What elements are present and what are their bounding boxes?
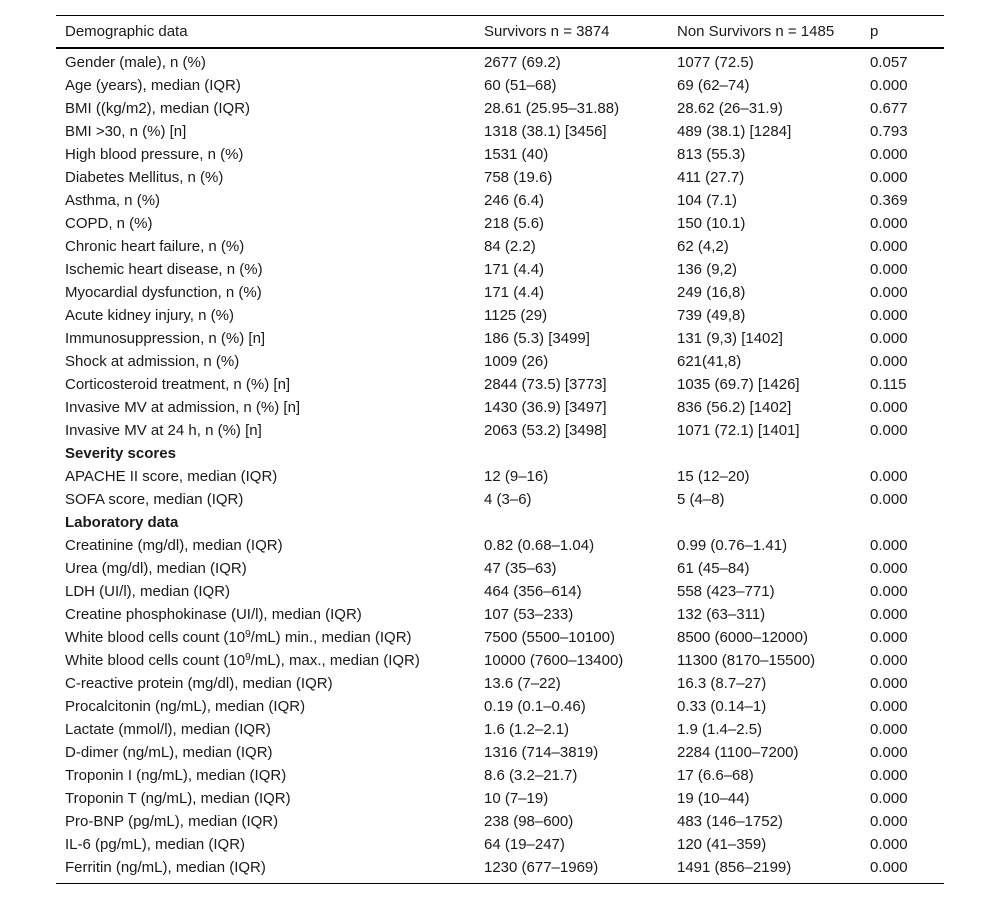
- row-label: IL-6 (pg/mL), median (IQR): [65, 836, 246, 853]
- p-value-cell: 0.057: [870, 54, 908, 71]
- header-non-survivors: Non Survivors n = 1485: [677, 23, 835, 40]
- row-label: Gender (male), n (%): [65, 54, 206, 71]
- section-header-row: [56, 442, 944, 465]
- non-survivors-cell: 489 (38.1) [1284]: [677, 123, 792, 140]
- p-value-cell: 0.369: [870, 192, 908, 209]
- survivors-cell: 1009 (26): [484, 353, 549, 370]
- p-value-cell: 0.000: [870, 721, 908, 738]
- non-survivors-cell: 8500 (6000–12000): [677, 629, 808, 646]
- survivors-cell: 1316 (714–3819): [484, 744, 599, 761]
- table-row: [56, 649, 944, 672]
- table-row: [56, 396, 944, 419]
- survivors-cell: 171 (4.4): [484, 261, 545, 278]
- p-value-cell: 0.000: [870, 583, 908, 600]
- row-label: Troponin T (ng/mL), median (IQR): [65, 790, 291, 807]
- p-value-cell: 0.000: [870, 790, 908, 807]
- p-value-cell: 0.000: [870, 652, 908, 669]
- table-row: [56, 856, 944, 884]
- non-survivors-cell: 132 (63–311): [677, 606, 766, 623]
- p-value-cell: 0.000: [870, 813, 908, 830]
- survivors-cell: 186 (5.3) [3499]: [484, 330, 590, 347]
- non-survivors-cell: 1491 (856–2199): [677, 859, 792, 876]
- p-value-cell: 0.000: [870, 422, 908, 439]
- row-label: LDH (UI/l), median (IQR): [65, 583, 231, 600]
- survivors-cell: 13.6 (7–22): [484, 675, 561, 692]
- table-row: [56, 580, 944, 603]
- survivors-cell: 12 (9–16): [484, 468, 549, 485]
- row-label: Myocardial dysfunction, n (%): [65, 284, 262, 301]
- survivors-cell: 2677 (69.2): [484, 54, 561, 71]
- table-row: [56, 718, 944, 741]
- survivors-cell: 28.61 (25.95–31.88): [484, 100, 620, 117]
- survivors-cell: 0.19 (0.1–0.46): [484, 698, 586, 715]
- p-value-cell: 0.000: [870, 468, 908, 485]
- row-label: Creatinine (mg/dl), median (IQR): [65, 537, 283, 554]
- non-survivors-cell: 836 (56.2) [1402]: [677, 399, 792, 416]
- row-label: Creatine phosphokinase (UI/l), median (IQR): [65, 606, 362, 623]
- row-label: BMI ((kg/m2), median (IQR): [65, 100, 251, 117]
- survivors-cell: 10000 (7600–13400): [484, 652, 624, 669]
- survivors-cell: 107 (53–233): [484, 606, 574, 623]
- row-label: SOFA score, median (IQR): [65, 491, 244, 508]
- table-row: [56, 143, 944, 166]
- non-survivors-cell: 69 (62–74): [677, 77, 750, 94]
- table-row: [56, 488, 944, 511]
- row-label: Chronic heart failure, n (%): [65, 238, 245, 255]
- row-label: Invasive MV at admission, n (%) [n]: [65, 399, 301, 416]
- table-row: [56, 626, 944, 649]
- non-survivors-cell: 739 (49,8): [677, 307, 746, 324]
- row-label-superscript: 9: [245, 629, 251, 640]
- row-label: Invasive MV at 24 h, n (%) [n]: [65, 422, 262, 439]
- p-value-cell: 0.000: [870, 560, 908, 577]
- p-value-cell: 0.000: [870, 353, 908, 370]
- p-value-cell: 0.000: [870, 698, 908, 715]
- survivors-cell: 0.82 (0.68–1.04): [484, 537, 595, 554]
- table-row: [56, 810, 944, 833]
- table-row: [56, 764, 944, 787]
- non-survivors-cell: 15 (12–20): [677, 468, 750, 485]
- table-row: [56, 419, 944, 442]
- p-value-cell: 0.000: [870, 629, 908, 646]
- row-label: Acute kidney injury, n (%): [65, 307, 234, 324]
- row-label: Immunosuppression, n (%) [n]: [65, 330, 266, 347]
- p-value-cell: 0.000: [870, 606, 908, 623]
- non-survivors-cell: 249 (16,8): [677, 284, 746, 301]
- row-label: Troponin I (ng/mL), median (IQR): [65, 767, 287, 784]
- row-label: Asthma, n (%): [65, 192, 161, 209]
- p-value-cell: 0.677: [870, 100, 908, 117]
- p-value-cell: 0.000: [870, 330, 908, 347]
- survivors-cell: 1430 (36.9) [3497]: [484, 399, 607, 416]
- section-header-row: [56, 511, 944, 534]
- non-survivors-cell: 0.33 (0.14–1): [677, 698, 767, 715]
- p-value-cell: 0.793: [870, 123, 908, 140]
- non-survivors-cell: 813 (55.3): [677, 146, 746, 163]
- row-label: APACHE II score, median (IQR): [65, 468, 278, 485]
- survivors-cell: 47 (35–63): [484, 560, 557, 577]
- table-row: [56, 48, 944, 74]
- non-survivors-cell: 2284 (1100–7200): [677, 744, 799, 761]
- row-label: Corticosteroid treatment, n (%) [n]: [65, 376, 291, 393]
- row-label: Lactate (mmol/l), median (IQR): [65, 721, 271, 738]
- survivors-cell: 246 (6.4): [484, 192, 545, 209]
- survivors-cell: 2063 (53.2) [3498]: [484, 422, 607, 439]
- table-row: [56, 534, 944, 557]
- section-title: Laboratory data: [65, 514, 179, 531]
- table-row: [56, 304, 944, 327]
- p-value-cell: 0.000: [870, 77, 908, 94]
- table-row: [56, 166, 944, 189]
- p-value-cell: 0.000: [870, 169, 908, 186]
- table-row: [56, 833, 944, 856]
- row-label: D-dimer (ng/mL), median (IQR): [65, 744, 273, 761]
- survivors-cell: 1125 (29): [484, 307, 548, 324]
- p-value-cell: 0.000: [870, 859, 908, 876]
- table-row: [56, 281, 944, 304]
- table-row: [56, 465, 944, 488]
- p-value-cell: 0.000: [870, 537, 908, 554]
- non-survivors-cell: 150 (10.1): [677, 215, 746, 232]
- row-label: [56, 626, 475, 649]
- row-label: Urea (mg/dl), median (IQR): [65, 560, 247, 577]
- survivors-cell: 758 (19.6): [484, 169, 553, 186]
- non-survivors-cell: 136 (9,2): [677, 261, 738, 278]
- table-row: [56, 120, 944, 143]
- section-title: Severity scores: [65, 445, 176, 462]
- row-label: Ischemic heart disease, n (%): [65, 261, 263, 278]
- non-survivors-cell: 16.3 (8.7–27): [677, 675, 767, 692]
- non-survivors-cell: 558 (423–771): [677, 583, 775, 600]
- non-survivors-cell: 62 (4,2): [677, 238, 729, 255]
- survivors-cell: 84 (2.2): [484, 238, 536, 255]
- table-row: [56, 97, 944, 120]
- survivors-cell: 4 (3–6): [484, 491, 532, 508]
- row-label: Diabetes Mellitus, n (%): [65, 169, 224, 186]
- non-survivors-cell: 1035 (69.7) [1426]: [677, 376, 800, 393]
- p-value-cell: 0.000: [870, 284, 908, 301]
- p-value-cell: 0.000: [870, 238, 908, 255]
- table-row: [56, 672, 944, 695]
- row-label: Pro-BNP (pg/mL), median (IQR): [65, 813, 279, 830]
- non-survivors-cell: 131 (9,3) [1402]: [677, 330, 783, 347]
- p-value-cell: 0.000: [870, 146, 908, 163]
- p-value-cell: 0.000: [870, 399, 908, 416]
- table-row: [56, 373, 944, 396]
- p-value-cell: 0.000: [870, 307, 908, 324]
- survivors-cell: 1531 (40): [484, 146, 549, 163]
- p-value-cell: 0.000: [870, 836, 908, 853]
- p-value-cell: 0.115: [870, 376, 907, 393]
- non-survivors-cell: 621(41,8): [677, 353, 742, 370]
- row-label: High blood pressure, n (%): [65, 146, 244, 163]
- non-survivors-cell: 1.9 (1.4–2.5): [677, 721, 763, 738]
- row-label: Age (years), median (IQR): [65, 77, 241, 94]
- row-label-prefix: White blood cells count (10: [65, 652, 246, 669]
- table-row: [56, 787, 944, 810]
- table-row: [56, 212, 944, 235]
- non-survivors-cell: 19 (10–44): [677, 790, 750, 807]
- survivors-cell: 60 (51–68): [484, 77, 557, 94]
- survivors-cell: 1318 (38.1) [3456]: [484, 123, 607, 140]
- non-survivors-cell: 11300 (8170–15500): [677, 652, 816, 669]
- survivors-cell: 218 (5.6): [484, 215, 545, 232]
- p-value-cell: 0.000: [870, 675, 908, 692]
- non-survivors-cell: 0.99 (0.76–1.41): [677, 537, 788, 554]
- table-row: [56, 350, 944, 373]
- header-demographic-data: Demographic data: [65, 23, 188, 40]
- row-label: C-reactive protein (mg/dl), median (IQR): [65, 675, 333, 692]
- survivors-cell: 8.6 (3.2–21.7): [484, 767, 578, 784]
- row-label: Ferritin (ng/mL), median (IQR): [65, 859, 266, 876]
- survivors-cell: 7500 (5500–10100): [484, 629, 615, 646]
- non-survivors-cell: 104 (7.1): [677, 192, 738, 209]
- non-survivors-cell: 5 (4–8): [677, 491, 725, 508]
- table-row: [56, 258, 944, 281]
- row-label: BMI >30, n (%) [n]: [65, 123, 187, 140]
- row-label: Procalcitonin (ng/mL), median (IQR): [65, 698, 306, 715]
- row-label-prefix: White blood cells count (10: [65, 629, 246, 646]
- non-survivors-cell: 17 (6.6–68): [677, 767, 754, 784]
- header-p-value: p: [870, 23, 879, 40]
- non-survivors-cell: 28.62 (26–31.9): [677, 100, 783, 117]
- row-label-superscript: 9: [245, 652, 251, 663]
- row-label: [56, 649, 475, 672]
- p-value-cell: 0.000: [870, 744, 908, 761]
- demographics-table: [56, 15, 944, 884]
- table-row: [56, 603, 944, 626]
- table-header-row: [56, 16, 944, 49]
- non-survivors-cell: 411 (27.7): [677, 169, 745, 186]
- survivors-cell: 1.6 (1.2–2.1): [484, 721, 570, 738]
- row-label: COPD, n (%): [65, 215, 153, 232]
- survivors-cell: 171 (4.4): [484, 284, 545, 301]
- table-row: [56, 557, 944, 580]
- survivors-cell: 464 (356–614): [484, 583, 582, 600]
- survivors-cell: 1230 (677–1969): [484, 859, 599, 876]
- survivors-cell: 2844 (73.5) [3773]: [484, 376, 607, 393]
- survivors-cell: 10 (7–19): [484, 790, 549, 807]
- p-value-cell: 0.000: [870, 491, 908, 508]
- survivors-cell: 64 (19–247): [484, 836, 565, 853]
- p-value-cell: 0.000: [870, 767, 908, 784]
- table-row: [56, 74, 944, 97]
- p-value-cell: 0.000: [870, 215, 908, 232]
- table-row: [56, 327, 944, 350]
- row-label-suffix: /mL) min., median (IQR): [250, 629, 412, 646]
- row-label-suffix: /mL), max., median (IQR): [250, 652, 420, 669]
- table-row: [56, 695, 944, 718]
- survivors-cell: 238 (98–600): [484, 813, 574, 830]
- table-row: [56, 189, 944, 212]
- non-survivors-cell: 120 (41–359): [677, 836, 767, 853]
- p-value-cell: 0.000: [870, 261, 908, 278]
- table-body: [56, 48, 944, 884]
- non-survivors-cell: 1071 (72.1) [1401]: [677, 422, 800, 439]
- table-row: [56, 235, 944, 258]
- table-row: [56, 741, 944, 764]
- non-survivors-cell: 1077 (72.5): [677, 54, 754, 71]
- non-survivors-cell: 483 (146–1752): [677, 813, 783, 830]
- non-survivors-cell: 61 (45–84): [677, 560, 750, 577]
- header-survivors: Survivors n = 3874: [484, 23, 610, 40]
- row-label: Shock at admission, n (%): [65, 353, 240, 370]
